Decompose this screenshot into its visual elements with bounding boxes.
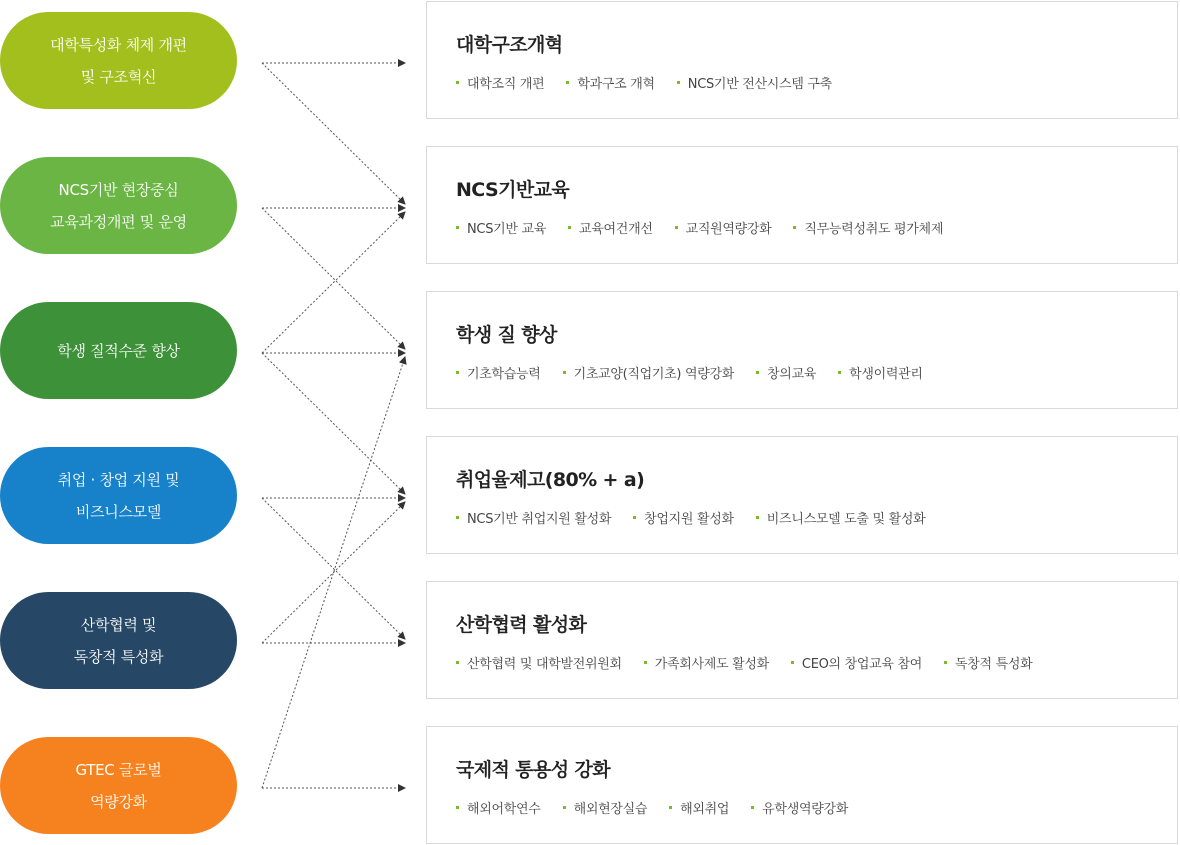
box-item: 해외어학연수 — [456, 798, 541, 817]
box-item: 교육여건개선 — [568, 218, 653, 237]
target-box-international — [426, 726, 1178, 844]
box-item: 해외취업 — [669, 798, 729, 817]
box-item: 산학협력 및 대학발전위원회 — [456, 653, 622, 672]
box-item: 학생이력관리 — [838, 363, 923, 382]
pill-line-2: 비즈니스모델 — [75, 502, 162, 521]
box-item: 창의교육 — [756, 363, 816, 382]
box-item: 해외현장실습 — [563, 798, 648, 817]
box-title: 대학구조개혁 — [456, 34, 563, 56]
box-item: NCS기반 교육 — [456, 218, 546, 237]
pill-line-1: NCS기반 현장중심 — [58, 180, 179, 199]
box-item: 창업지원 활성화 — [633, 508, 734, 527]
box-item: 기초학습능력 — [456, 363, 541, 382]
pill-line-1: 취업 · 창업 지원 및 — [57, 470, 180, 489]
connector-arrow — [262, 212, 405, 353]
box-item: 기초교양(직업기초) 역량강화 — [563, 363, 734, 382]
target-box-student-quality — [426, 291, 1178, 409]
pill-line-2: 및 구조혁신 — [80, 67, 157, 86]
target-box-university-restructuring — [426, 1, 1178, 119]
target-box-ncs-education — [426, 146, 1178, 264]
connector-arrow — [262, 63, 405, 204]
box-title: 국제적 통용성 강화 — [456, 759, 611, 781]
connector-arrow — [262, 353, 405, 494]
target-box-employment-rate — [426, 436, 1178, 554]
pill-line-1: 학생 질적수준 향상 — [57, 341, 180, 360]
box-title: 산학협력 활성화 — [456, 614, 587, 636]
box-item: 비즈니스모델 도출 및 활성화 — [756, 508, 926, 527]
box-title: 취업율제고(80% + a) — [456, 469, 645, 491]
target-box-industry-cooperation — [426, 581, 1178, 699]
source-pill-industry-cooperation — [0, 592, 237, 689]
connector-arrow — [262, 502, 405, 643]
box-title: 학생 질 향상 — [456, 324, 557, 346]
box-item: 대학조직 개편 — [456, 73, 544, 92]
source-pill-ncs-curriculum — [0, 157, 237, 254]
box-item: 가족회사제도 활성화 — [644, 653, 769, 672]
box-item: NCS기반 전산시스템 구축 — [677, 73, 832, 92]
box-item: 교직원역량강화 — [675, 218, 772, 237]
pill-line-2: 독창적 특성화 — [73, 647, 164, 666]
box-item: 직무능력성취도 평가체제 — [793, 218, 943, 237]
box-item: CEO의 창업교육 참여 — [791, 653, 922, 672]
source-pill-structure-reform — [0, 12, 237, 109]
source-pill-employment-support — [0, 447, 237, 544]
box-item: 유학생역량강화 — [751, 798, 848, 817]
pill-line-1: 산학협력 및 — [80, 615, 157, 634]
box-item: NCS기반 취업지원 활성화 — [456, 508, 611, 527]
pill-line-2: 교육과정개편 및 운영 — [50, 212, 187, 231]
connector-arrow — [262, 208, 405, 349]
pill-line-2: 역량강화 — [90, 792, 147, 811]
box-title: NCS기반교육 — [456, 179, 570, 201]
connector-arrow — [262, 498, 405, 639]
pill-line-1: GTEC 글로벌 — [75, 760, 162, 779]
box-item: 독창적 특성화 — [944, 653, 1032, 672]
box-item: 학과구조 개혁 — [566, 73, 654, 92]
pill-line-1: 대학특성화 체제 개편 — [50, 35, 187, 54]
source-pill-student-quality — [0, 302, 237, 399]
source-pill-gtec-global — [0, 737, 237, 834]
